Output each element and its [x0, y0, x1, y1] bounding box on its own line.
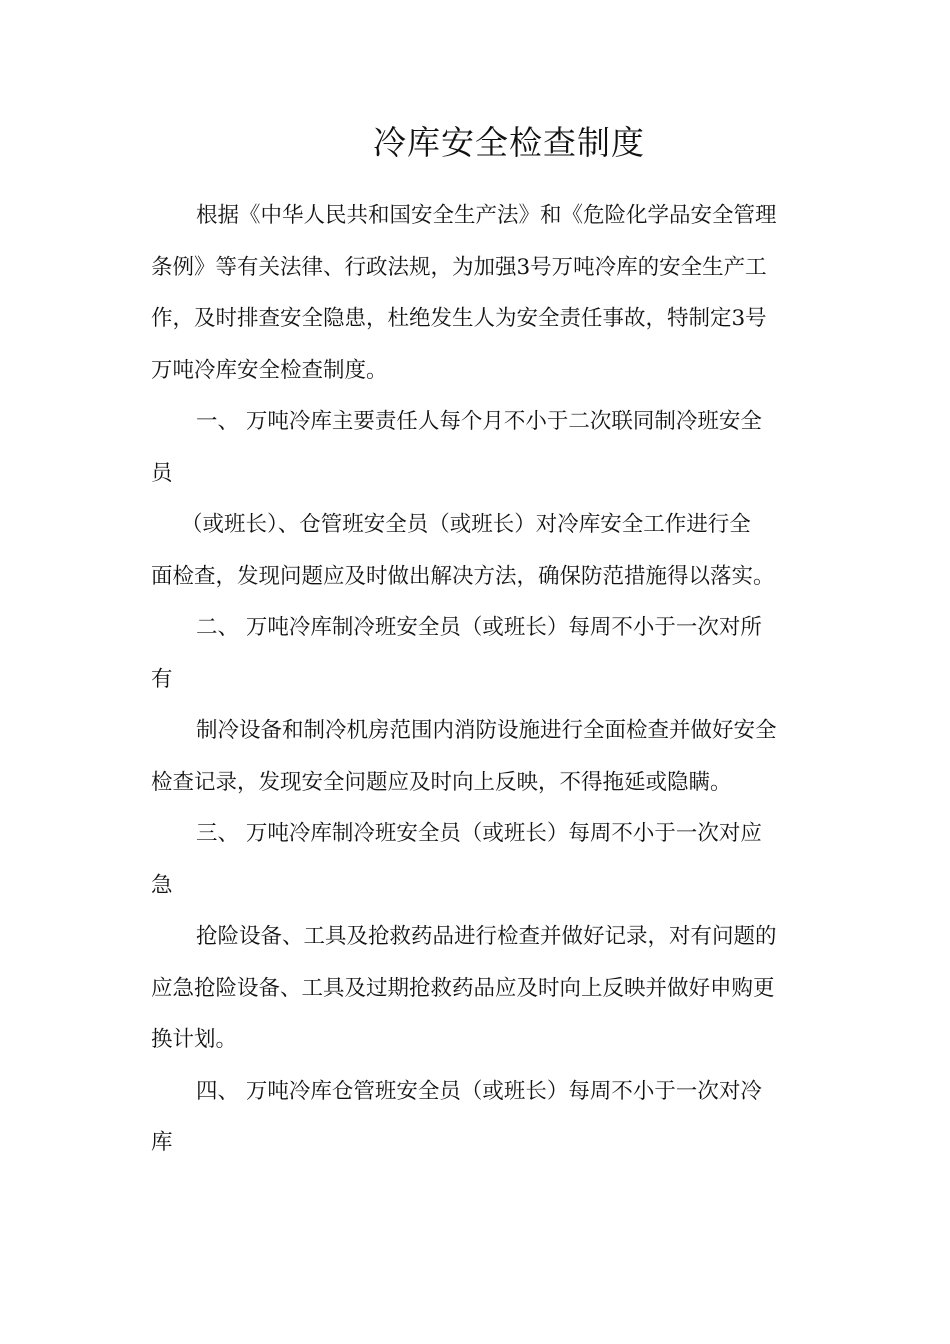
- text-line: 作，及时排查安全隐患，杜绝发生人为安全责任事故，特制定3号: [151, 306, 767, 331]
- document-body: [151, 190, 811, 1169]
- text-line: 三、 万吨冷库制冷班安全员（或班长）每周不小于一次对应: [196, 821, 762, 846]
- text-line: （或班长）、仓管班安全员（或班长）对冷库安全工作进行全: [181, 512, 751, 537]
- paragraph-item-3-continued: [151, 911, 811, 1066]
- text-line: 急: [151, 872, 173, 898]
- text-line: 抢险设备、工具及抢救药品进行检查并做好记录，对有问题的: [196, 924, 777, 949]
- text-line: 面检查，发现问题应及时做出解决方法，确保防范措施得以落实。: [151, 563, 775, 589]
- paragraph-item-1-continued: [151, 499, 811, 602]
- paragraph-item-4: [151, 1066, 811, 1169]
- paragraph-item-3: [151, 808, 811, 911]
- text-line: 库: [151, 1130, 173, 1155]
- text-line: 四、 万吨冷库仓管班安全员（或班长）每周不小于一次对冷: [196, 1078, 762, 1104]
- text-line: 万吨冷库安全检查制度。: [151, 357, 388, 383]
- paragraph-intro: [151, 190, 811, 396]
- text-line: 制冷设备和制冷机房范围内消防设施进行全面检查并做好安全: [196, 718, 777, 743]
- text-line: 应急抢险设备、工具及过期抢救药品应及时向上反映并做好申购更: [151, 975, 775, 1001]
- paragraph-item-2: [151, 602, 811, 705]
- document-title: 冷库安全检查制度: [373, 123, 645, 162]
- text-line: 二、 万吨冷库制冷班安全员（或班长）每周不小于一次对所: [196, 615, 762, 640]
- text-line: 根据《中华人民共和国安全生产法》和《危险化学品安全管理: [196, 203, 777, 228]
- paragraph-item-2-continued: [151, 705, 811, 808]
- text-line: 一、 万吨冷库主要责任人每个月不小于二次联同制冷班安全: [196, 409, 762, 434]
- text-line: 有: [151, 666, 173, 692]
- text-line: 条例》等有关法律、行政法规，为加强3号万吨冷库的安全生产工: [151, 254, 767, 280]
- text-line: 检查记录，发现安全问题应及时向上反映，不得拖延或隐瞒。: [151, 769, 732, 795]
- paragraph-item-1: [151, 396, 811, 499]
- text-line: 员: [151, 460, 173, 486]
- text-line: 换计划。: [151, 1027, 238, 1052]
